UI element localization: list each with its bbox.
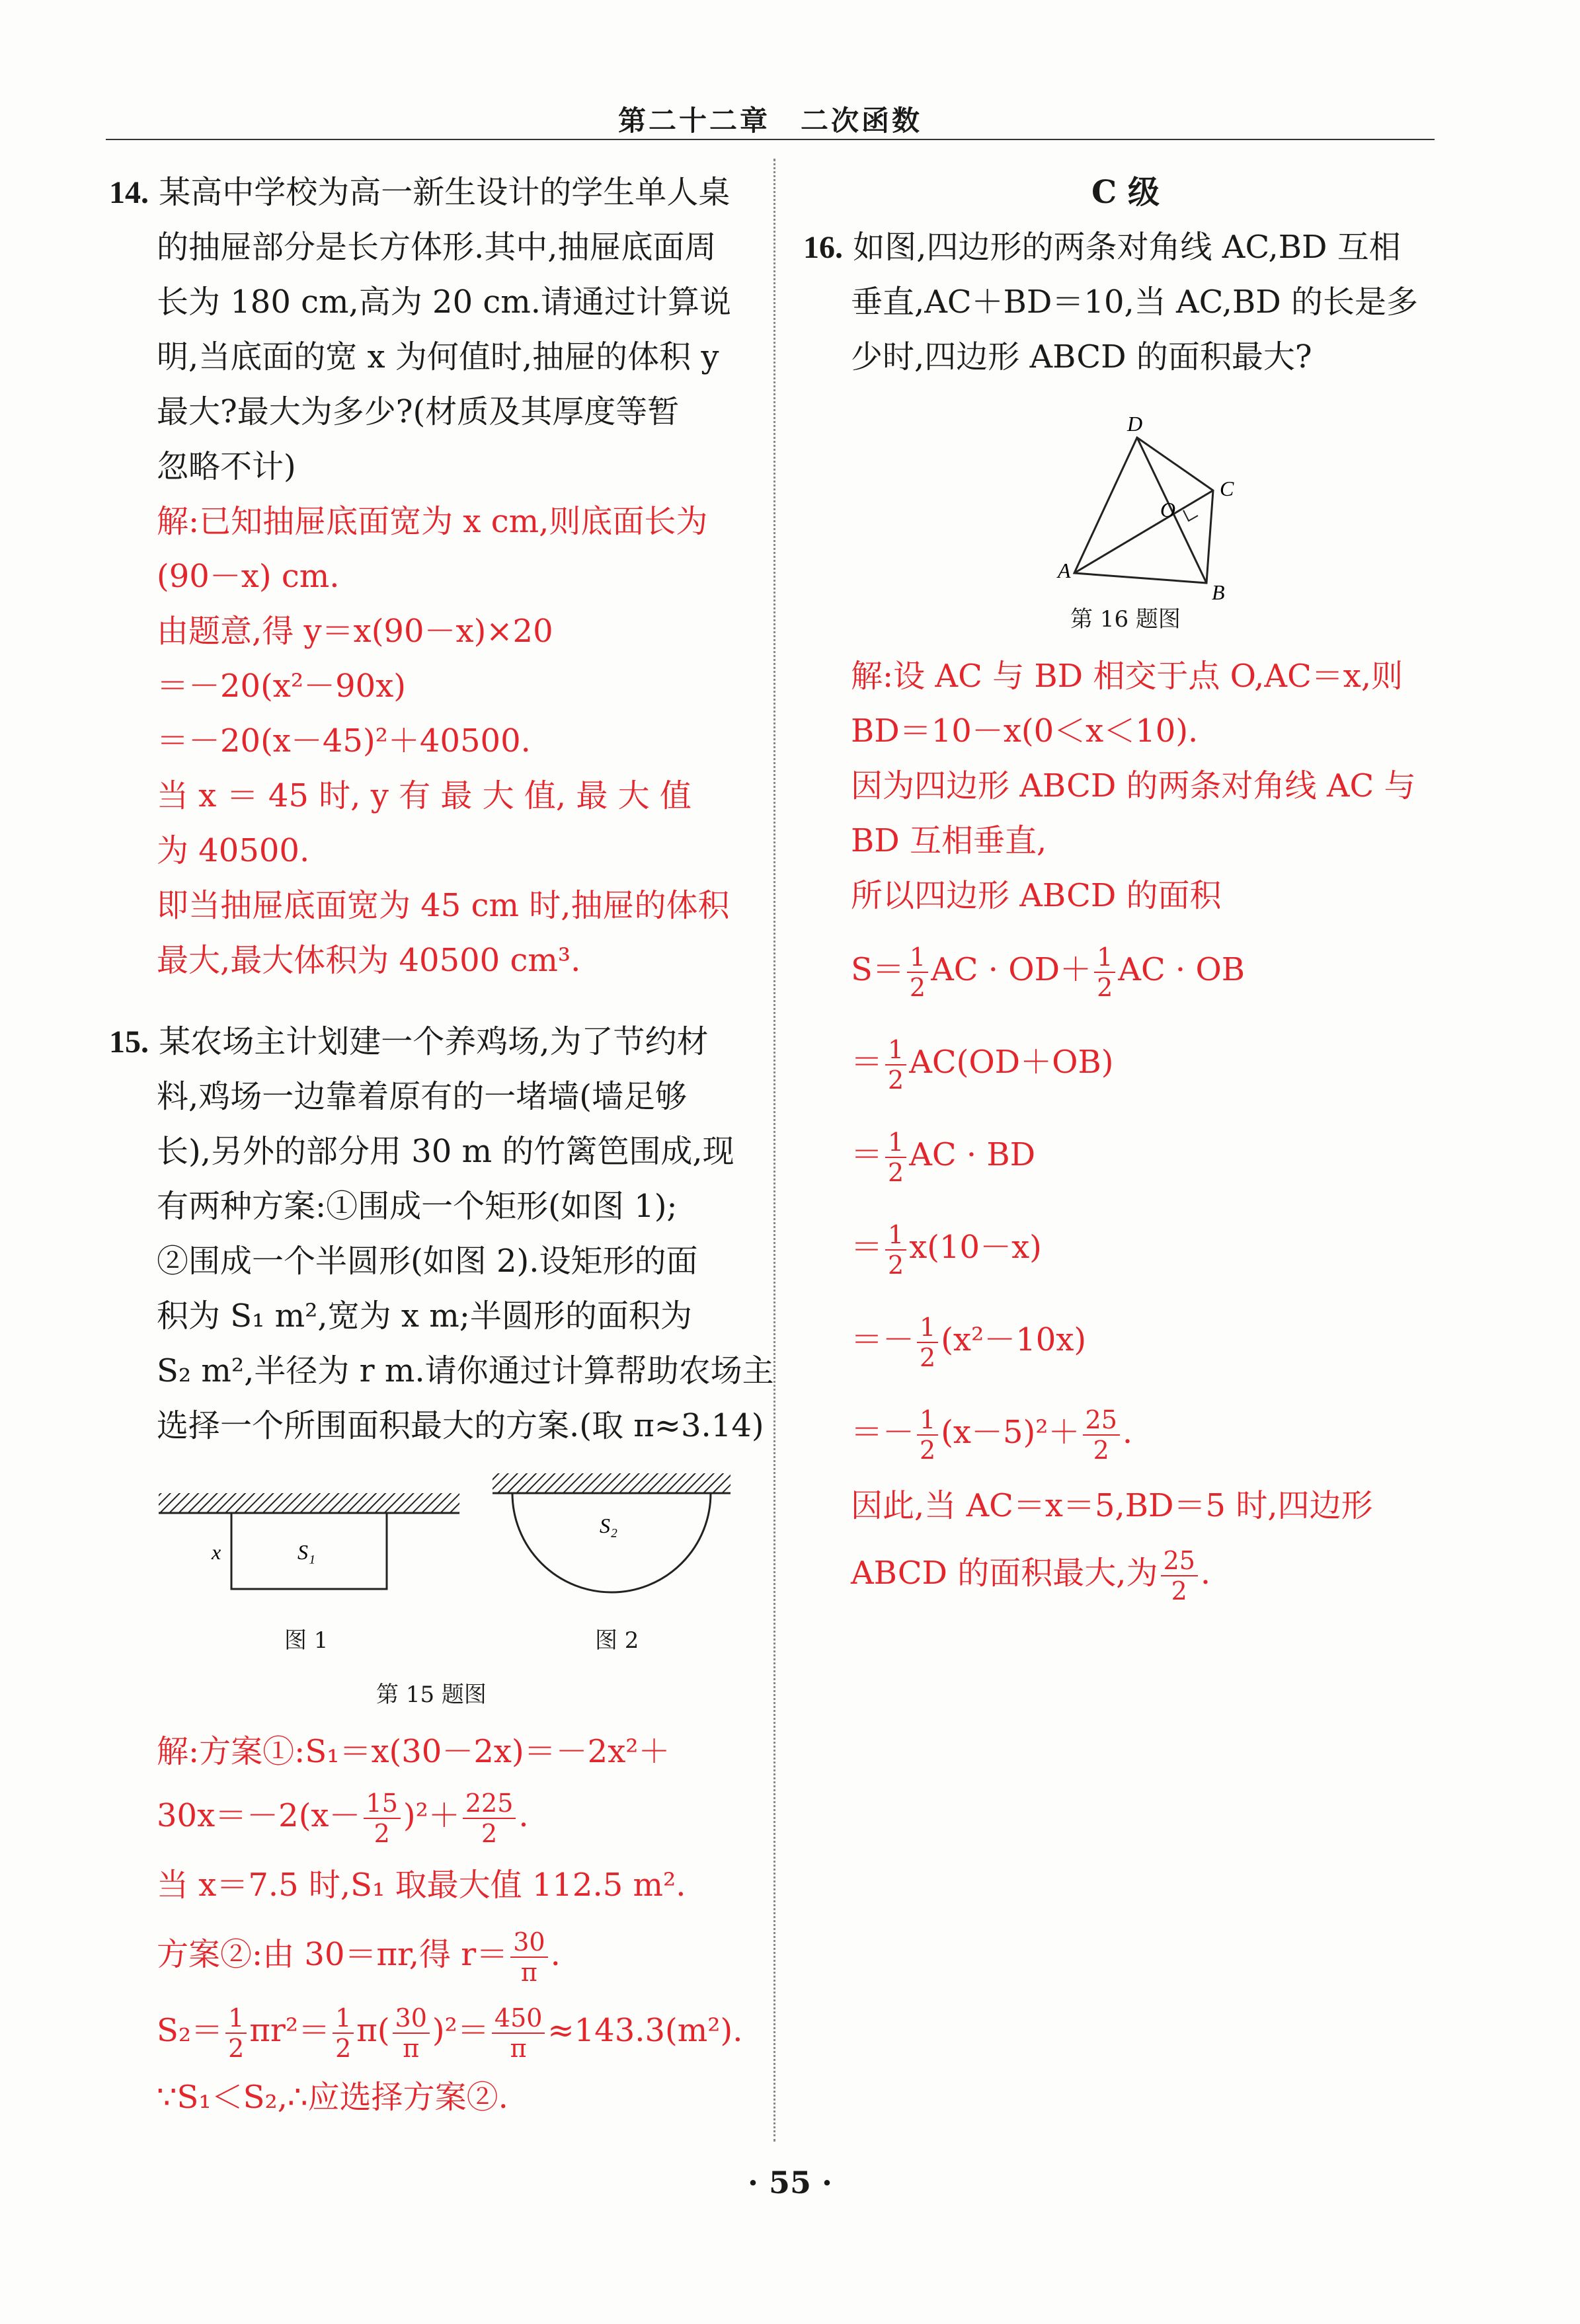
solution-line: ABCD 的面积最大,为 $\frac{25}{2}$ . bbox=[851, 1545, 1211, 1606]
point-d-label: D bbox=[1127, 412, 1143, 436]
figure-15-caption: 第 15 题图 bbox=[376, 1682, 487, 1708]
page-number: · 55 · bbox=[747, 2165, 833, 2200]
question-text: 垂直,AC＋BD＝10,当 AC,BD 的长是多 bbox=[851, 284, 1418, 321]
question-number: 15. bbox=[109, 1025, 149, 1060]
figure-15-diagram bbox=[109, 1460, 754, 1625]
fig2-s2-label: S₂ bbox=[600, 1514, 618, 1537]
fig2-caption: 图 2 bbox=[595, 1627, 639, 1654]
figure-16 bbox=[803, 385, 1448, 603]
question-text: 选择一个所围面积最大的方案.(取 π≈3.14) bbox=[157, 1407, 764, 1444]
question-text: 某高中学校为高一新生设计的学生单人桌 bbox=[159, 174, 731, 211]
solution-line: BD 互相垂直, bbox=[851, 822, 1047, 859]
question-text: ②围成一个半圆形(如图 2).设矩形的面 bbox=[157, 1243, 698, 1280]
solution-line: ＝－20(x－45)²＋40500. bbox=[157, 722, 531, 759]
solution-line: 30x＝－2(x－ $\frac{15}{2}$ )²＋ $\frac{225}{2}$ . bbox=[157, 1788, 529, 1848]
left-column bbox=[109, 165, 774, 2125]
solution-line: 为 40500. bbox=[157, 832, 310, 869]
solution-line: ＝－ $\frac{1}{2}$ (x²－10x) bbox=[851, 1312, 1087, 1372]
solution-line: 方案②:由 30＝πr,得 r＝ $\frac{30}{\pi}$ . bbox=[157, 1927, 561, 1987]
point-c-label: C bbox=[1220, 477, 1234, 500]
question-text: 如图,四边形的两条对角线 AC,BD 互相 bbox=[853, 229, 1401, 266]
question-16 bbox=[803, 220, 1448, 1613]
point-b-label: B bbox=[1212, 580, 1225, 603]
question-text: 忽略不计) bbox=[157, 448, 296, 485]
right-angle-mark bbox=[1183, 510, 1198, 521]
solution-line: 解:已知抽屉底面宽为 x cm,则底面长为 bbox=[157, 503, 708, 540]
chapter-header: 第二十二章 二次函数 bbox=[617, 104, 922, 137]
solution-line: 因为四边形 ABCD 的两条对角线 AC 与 bbox=[851, 767, 1416, 804]
diagonal-ac bbox=[1074, 490, 1213, 573]
solution-line: 当 x＝7.5 时,S₁ 取最大值 112.5 m². bbox=[157, 1867, 686, 1904]
figure-15 bbox=[109, 1460, 754, 1678]
solution-line: BD＝10－x(0＜x＜10). bbox=[851, 713, 1199, 750]
question-text: 的抽屉部分是长方体形.其中,抽屉底面周 bbox=[157, 229, 717, 266]
question-text: 某农场主计划建一个养鸡场,为了节约材 bbox=[159, 1023, 709, 1060]
level-heading: C 级 bbox=[1091, 174, 1160, 211]
solution-16 bbox=[803, 649, 1448, 1613]
solution-line: ∵S₁＜S₂,∴应选择方案②. bbox=[157, 2079, 508, 2116]
solution-line: ＝－ $\frac{1}{2}$ (x－5)²＋ $\frac{25}{2}$ . bbox=[851, 1405, 1133, 1465]
solution-line: ＝ $\frac{1}{2}$ x(10－x) bbox=[851, 1220, 1042, 1280]
question-text: S₂ m²,半径为 r m.请你通过计算帮助农场主 bbox=[157, 1352, 774, 1389]
solution-line: 所以四边形 ABCD 的面积 bbox=[851, 877, 1222, 914]
question-text: 长),另外的部分用 30 m 的竹篱笆围成,现 bbox=[157, 1133, 734, 1170]
solution-line: (90－x) cm. bbox=[157, 558, 340, 595]
solution-line: 由题意,得 y＝x(90－x)×20 bbox=[157, 613, 553, 650]
wall-hatch-1 bbox=[159, 1493, 459, 1513]
question-number: 14. bbox=[109, 175, 149, 210]
fig1-s1-label: S₁ bbox=[297, 1540, 316, 1564]
solution-line: ＝ $\frac{1}{2}$ AC · BD bbox=[851, 1127, 1036, 1187]
solution-line: 当 x ＝ 45 时, y 有 最 大 值, 最 大 值 bbox=[157, 777, 691, 814]
solution-line: ＝ $\frac{1}{2}$ AC(OD＋OB) bbox=[851, 1034, 1114, 1095]
point-o-label: O bbox=[1160, 498, 1176, 522]
solution-line: 解:方案①:S₁＝x(30－2x)＝－2x²＋ bbox=[157, 1733, 670, 1770]
solution-line: S＝ $\frac{1}{2}$ AC · OD＋ $\frac{1}{2}$ AC · OB bbox=[851, 942, 1245, 1002]
wall-hatch-2 bbox=[493, 1473, 731, 1493]
question-text: 有两种方案:①围成一个矩形(如图 1); bbox=[157, 1188, 678, 1225]
question-text: 少时,四边形 ABCD 的面积最大? bbox=[851, 338, 1312, 375]
figure-16-caption: 第 16 题图 bbox=[1070, 606, 1181, 633]
solution-15 bbox=[109, 1724, 754, 2125]
semicircle-pen bbox=[512, 1493, 711, 1592]
question-14 bbox=[109, 165, 754, 988]
solution-line: 即当抽屉底面宽为 45 cm 时,抽屉的体积 bbox=[157, 887, 730, 924]
question-text: 长为 180 cm,高为 20 cm.请通过计算说 bbox=[157, 284, 732, 321]
right-column bbox=[803, 165, 1448, 1613]
column-divider bbox=[773, 159, 775, 2142]
solution-line: 解:设 AC 与 BD 相交于点 O,AC＝x,则 bbox=[851, 658, 1403, 695]
solution-line: S₂＝ $\frac{1}{2}$ πr²＝ $\frac{1}{2}$ π( $\frac{30}{\pi}$ )²＝ $\frac{450}{\pi}$ ≈143.3(m²). bbox=[157, 2003, 743, 2063]
question-number: 16. bbox=[803, 230, 843, 265]
question-15 bbox=[109, 1015, 774, 2125]
question-text: 积为 S₁ m²,宽为 x m;半圆形的面积为 bbox=[157, 1298, 692, 1335]
figure-16-diagram bbox=[803, 385, 1448, 603]
question-text: 料,鸡场一边靠着原有的一堵墙(墙足够 bbox=[157, 1078, 687, 1115]
solution-line: 最大,最大体积为 40500 cm³. bbox=[157, 942, 581, 979]
fig1-x-label: x bbox=[212, 1540, 221, 1564]
solution-line: ＝－20(x²－90x) bbox=[157, 668, 406, 705]
solution-line: 因此,当 AC＝x＝5,BD＝5 时,四边形 bbox=[851, 1487, 1373, 1524]
fig1-caption: 图 1 bbox=[284, 1627, 329, 1654]
solution-14 bbox=[109, 494, 754, 988]
point-a-label: A bbox=[1058, 559, 1071, 582]
question-text: 最大?最大为多少?(材质及其厚度等暂 bbox=[157, 393, 680, 430]
header-rule bbox=[106, 139, 1435, 140]
question-text: 明,当底面的宽 x 为何值时,抽屉的体积 y bbox=[157, 338, 719, 375]
